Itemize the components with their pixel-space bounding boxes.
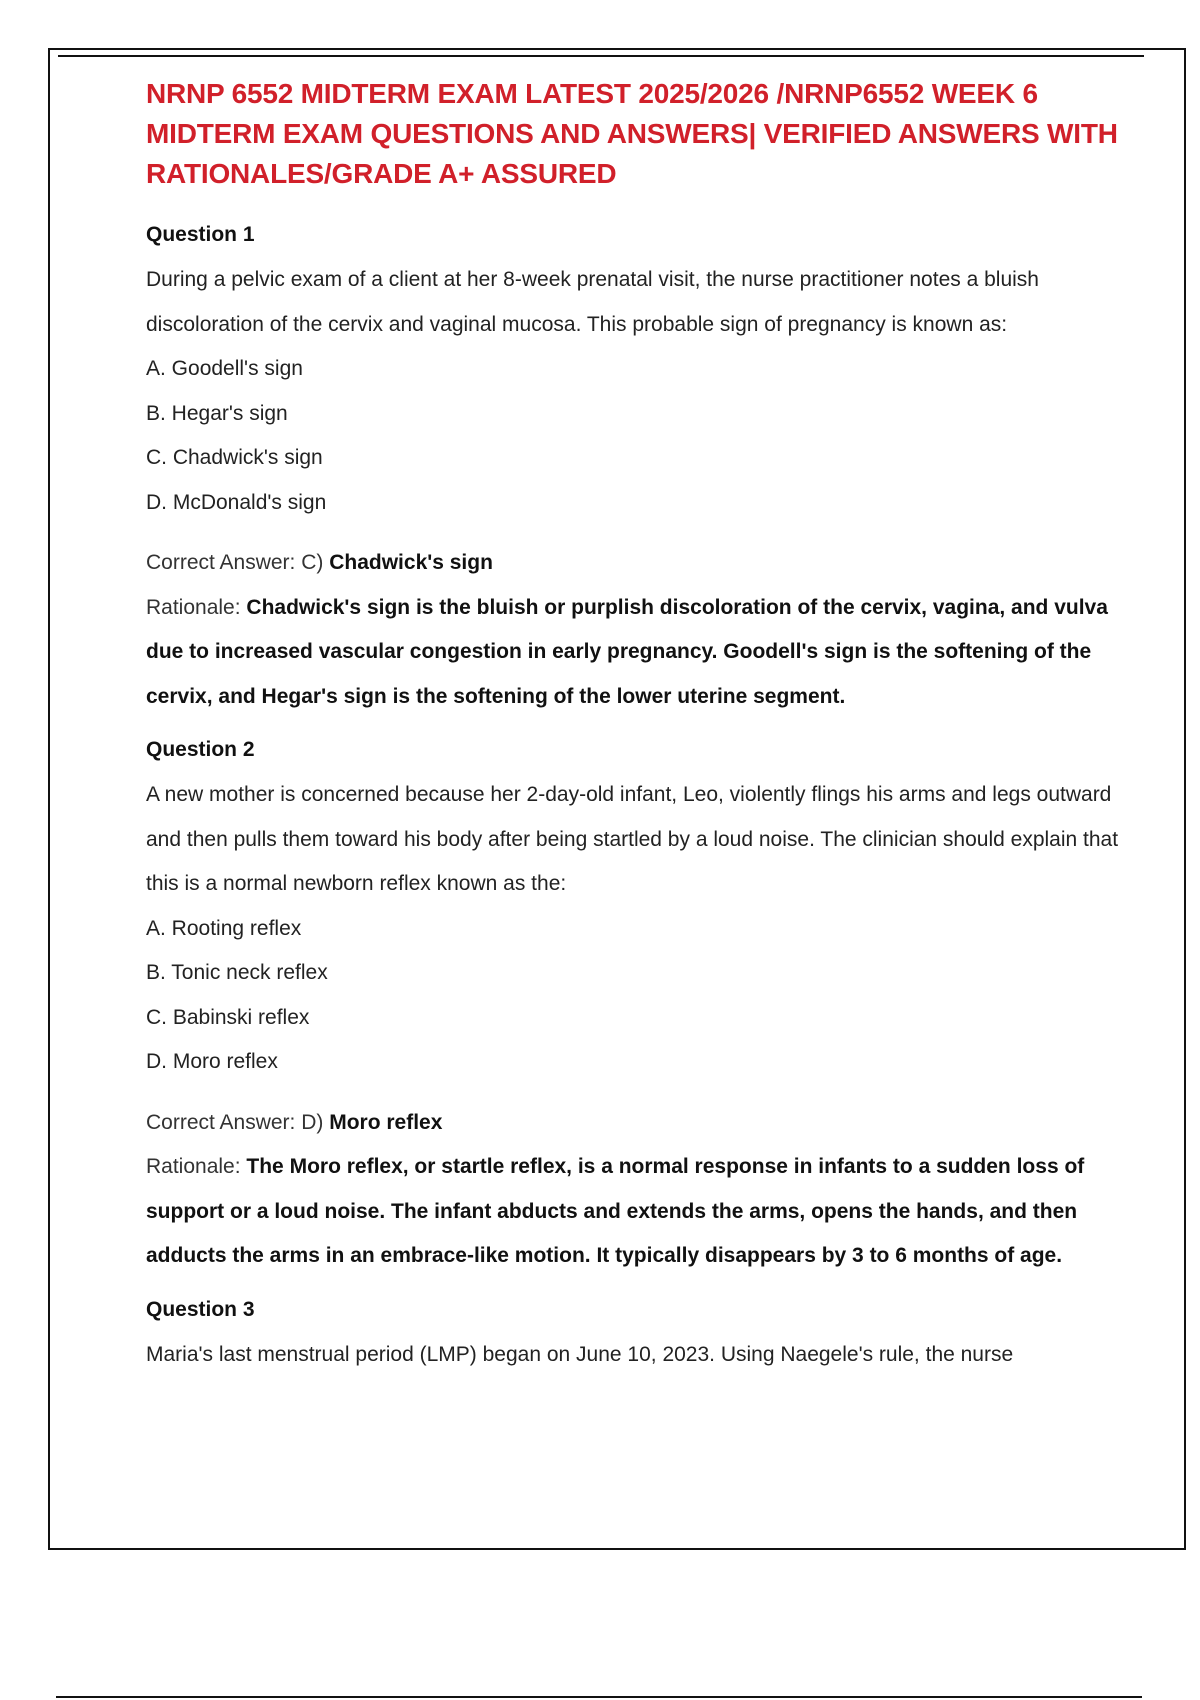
correct-answer-value: Chadwick's sign — [329, 551, 493, 574]
question-block — [146, 1295, 1136, 1378]
footer-rule — [56, 1696, 1142, 1698]
question-text: During a pelvic exam of a client at her 8-week prenatal visit, the nurse practitioner notes a bluish discoloration of the cervix and vaginal mucosa. This probable sign of pregnancy is known as: — [146, 268, 1039, 336]
answer-block — [146, 1101, 1136, 1279]
rationale-text: The Moro reflex, or startle reflex, is a normal response in infants to a sudden loss of support or a loud noise. The infant abducts and extends the arms, opens the hands, and then adducts the arms in an embrace-like motion. It typically disappears by 3 to 6 months of age. — [146, 1155, 1085, 1267]
answer-option: A. Goodell's sign — [146, 357, 303, 380]
question-text: Maria's last menstrual period (LMP) began on June 10, 2023. Using Naegele's rule, the nurse — [146, 1342, 1014, 1366]
answer-option: B. Hegar's sign — [146, 401, 288, 425]
document-title: NRNP 6552 MIDTERM EXAM LATEST 2025/2026 /NRNP6552 WEEK 6 MIDTERM EXAM QUESTIONS AND ANSWERS| VERIFIED ANSWERS WITH RATIONALES/GRADE A+ ASSURED — [146, 78, 1118, 189]
answer-option: D. Moro reflex — [146, 1050, 278, 1073]
header-rule — [58, 55, 1144, 57]
question-block — [146, 220, 1136, 719]
page-border — [48, 48, 1186, 1550]
correct-answer — [146, 1101, 1136, 1146]
correct-answer-value: Moro reflex — [329, 1110, 443, 1134]
rationale-label: Rationale: — [146, 1155, 247, 1178]
question-heading: Question 3 — [146, 1297, 255, 1321]
correct-answer-label: Correct Answer: D) — [146, 1110, 330, 1134]
question-block — [146, 735, 1136, 1279]
rationale — [146, 586, 1136, 720]
answer-option: D. McDonald's sign — [146, 490, 327, 514]
question-text: A new mother is concerned because her 2-day-old infant, Leo, violently flings his arms and legs outward and then pulls them toward his body after being startled by a loud noise. The clinician should explain that this is a normal newborn reflex known as the: — [146, 783, 1119, 895]
answer-option: A. Rooting reflex — [146, 916, 302, 940]
rationale — [146, 1145, 1136, 1279]
question-heading: Question 1 — [146, 223, 255, 246]
question-heading: Question 2 — [146, 738, 255, 761]
rationale-label: Rationale: — [146, 595, 247, 619]
answer-block — [146, 541, 1136, 719]
document-body — [146, 74, 1136, 1393]
answer-option: C. Chadwick's sign — [146, 446, 323, 469]
rationale-text: Chadwick's sign is the bluish or purplish discoloration of the cervix, vagina, and vulva due to increased vascular congestion in early pregnancy. Goodell's sign is the softening of the cervix, and Hegar's sign is the softening of the lower uterine segment. — [146, 595, 1108, 708]
correct-answer — [146, 541, 1136, 586]
answer-option: B. Tonic neck reflex — [146, 961, 328, 984]
answer-option: C. Babinski reflex — [146, 1005, 310, 1029]
correct-answer-label: Correct Answer: C) — [146, 551, 330, 574]
